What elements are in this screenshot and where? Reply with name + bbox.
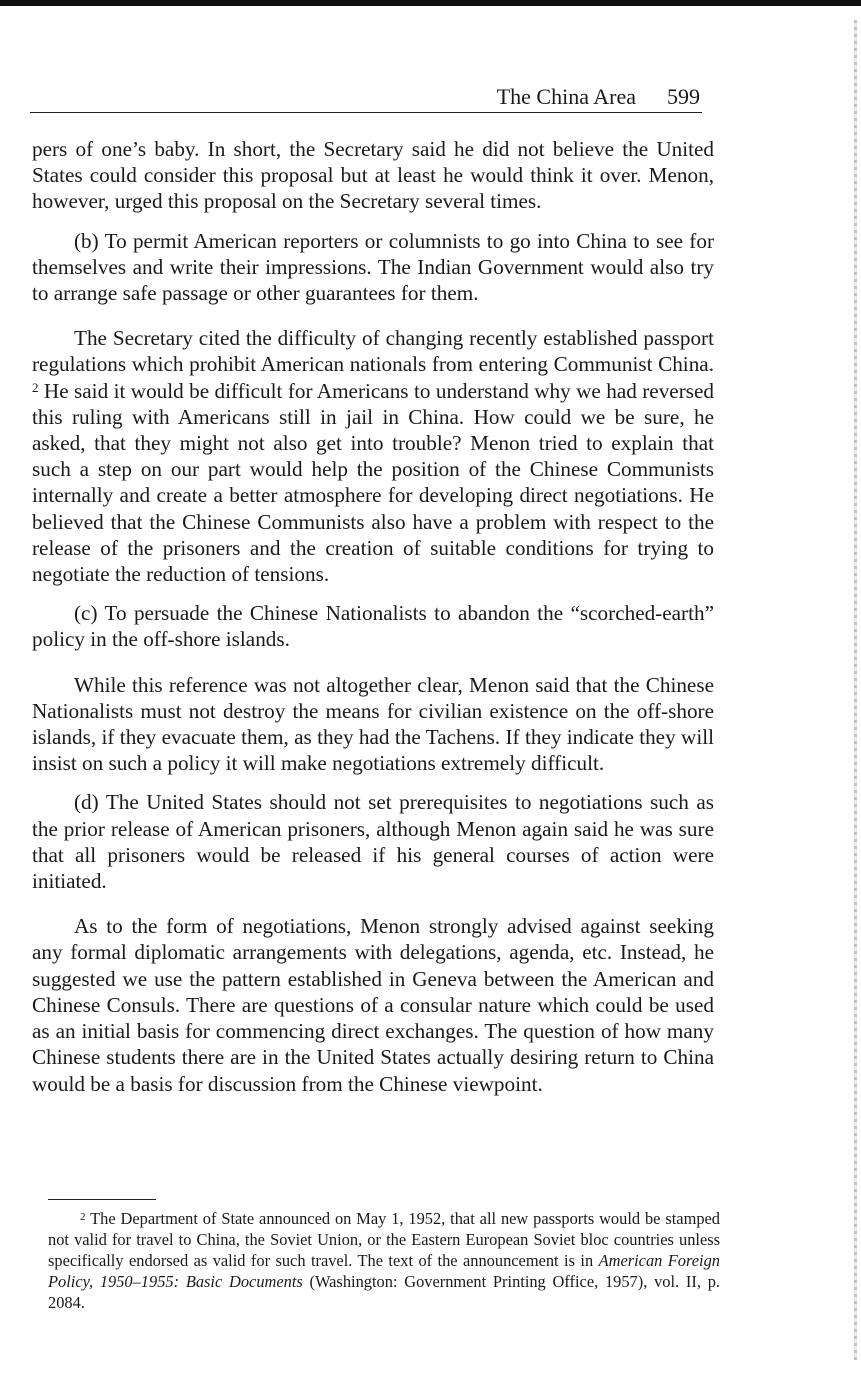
page-number: 599: [667, 84, 700, 109]
paragraph-4: (c) To persuade the Chinese Nationalists to abandon the “scorched-earth” policy in the off-shore islands.: [32, 601, 714, 652]
footnote-divider: [48, 1199, 156, 1200]
paragraph-2: (b) To permit American reporters or columnists to go into China to see for themselves and write their impressions. The Indian Government would also try to arrange safe passage or other guarantees for them.: [32, 228, 714, 306]
paragraph-3: [32, 325, 714, 587]
paragraph-7: As to the form of negotiations, Menon strongly advised against seeking any formal diplomatic arrangements with delegations, agenda, etc. Instead, he suggested we use the pattern established in Geneva between the American and Chinese Consuls. There are questions of a consular nature which could be used as an initial basis for commencing direct exchanges. The question of how many Chinese students there are in the United States actually desiring return to China would be a basis for discussion from the Chinese viewpoint.: [32, 914, 714, 1096]
scan-right-edge: [854, 20, 857, 1360]
running-header: [30, 82, 702, 113]
footnote-text-before: The Department of State announced on May 1, 1952, that all new passports would be stamped not valid for travel to China, the Soviet Union, or the Eastern European Soviet bloc countries unless specifically endorsed as valid for such travel. The text of the announcement is in: [48, 1209, 720, 1270]
paragraph-3-text-b: He said it would be difficult for Americans to understand why we had reversed this ruling with Americans still in jail in China. How could we be sure, he asked, that they might not also get into trouble? Menon tried to explain that such a step on our part would help the position of the Chinese Communists internally and create a better atmosphere for developing direct negotiations. He believed that the Chinese Communists also have a problem with respect to the release of the prisoners and the creation of suitable conditions for trying to negotiate the reduction of tensions.: [32, 378, 714, 587]
paragraph-3-text-a: The Secretary cited the difficulty of changing recently established passport regulations which prohibit American nationals from entering Communist China.: [32, 326, 714, 377]
running-header-title: The China Area: [496, 84, 636, 109]
footnote: [48, 1208, 720, 1313]
paragraph-6: (d) The United States should not set prerequisites to negotiations such as the prior release of American prisoners, although Menon again said he was sure that all prisoners would be released if his general courses of action were initiated.: [32, 790, 714, 894]
body-text: [32, 136, 714, 1097]
footnote-reference: 2: [32, 379, 39, 395]
scan-top-edge: [0, 0, 861, 6]
footnote-paragraph: [48, 1208, 720, 1313]
footnote-marker: 2: [80, 1211, 86, 1223]
paragraph-1: pers of one’s baby. In short, the Secretary said he did not believe the United States could consider this proposal but at least he would think it over. Menon, however, urged this proposal on the Secretary several times.: [32, 137, 714, 214]
footnote-cited-title: American Foreign Policy, 1950–1955: Basic Documents: [48, 1251, 720, 1291]
paragraph-5: While this reference was not altogether clear, Menon said that the Chinese Nationalists must not destroy the means for civilian existence on the off-shore islands, if they evacuate them, as they had the Tachens. If they indicate they will insist on such a policy it will make negotiations extremely difficult.: [32, 672, 714, 776]
footnote-text-after: (Washington: Government Printing Office, 1957), vol. II, p. 2084.: [48, 1272, 720, 1312]
